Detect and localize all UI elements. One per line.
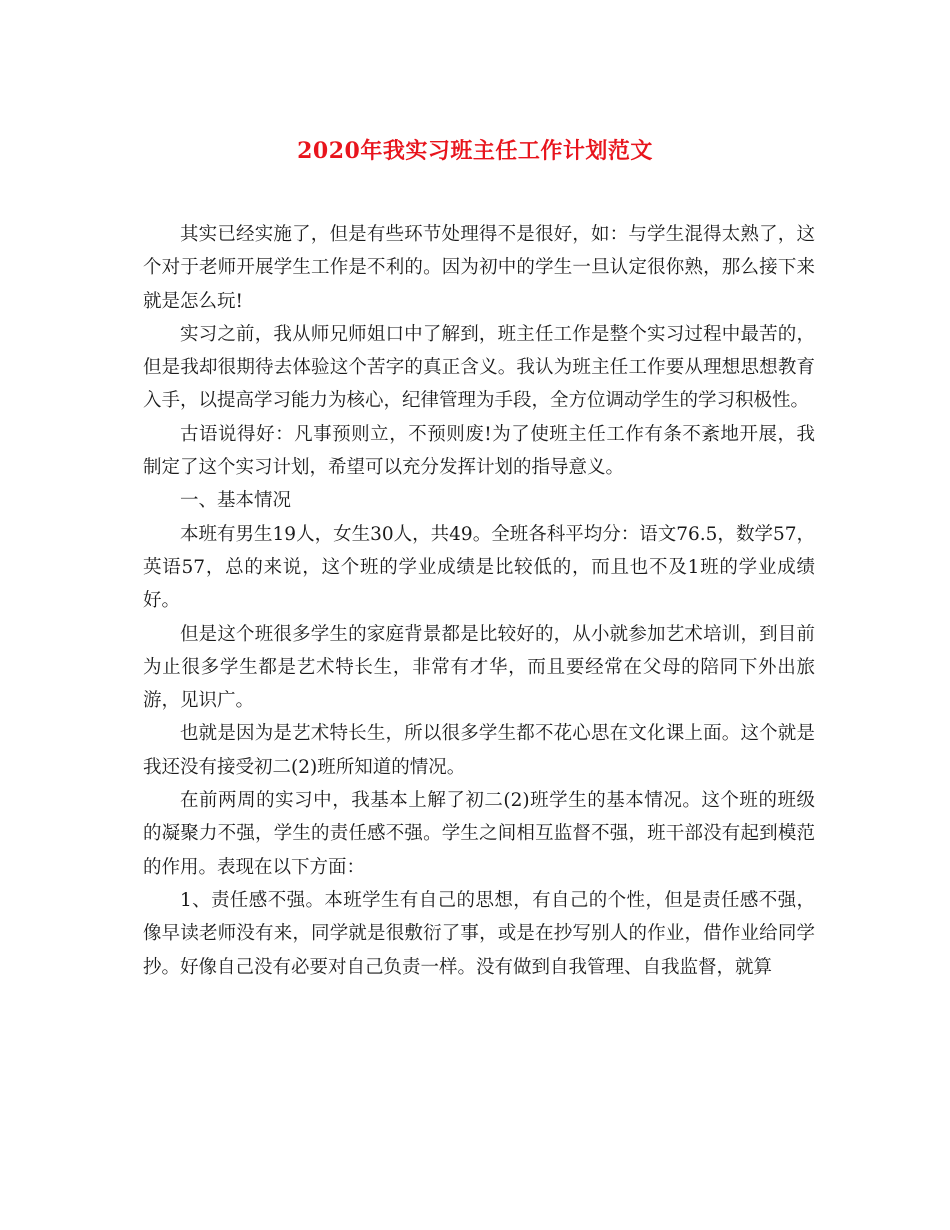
paragraph-proverb: 古语说得好：凡事预则立，不预则废!为了使班主任工作有条不紊地开展，我制定了这个实习计划，希望可以充分发挥计划的指导意义。 [143,423,815,479]
document-body [143,218,815,984]
paragraph-class-stats: 本班有男生19人，女生30人，共49。全班各科平均分：语文76.5，数学57，英语57，总的来说，这个班的学业成绩是比较低的，而且也不及1班的学业成绩好。 [143,523,815,612]
document-title: 2020年我实习班主任工作计划范文 [297,138,653,164]
paragraph-family-background: 但是这个班很多学生的家庭背景都是比较好的，从小就参加艺术培训，到目前为止很多学生都是艺术特长生，非常有才华，而且要经常在父母的陪同下外出旅游，见识广。 [143,623,815,712]
paragraph-first-two-weeks: 在前两周的实习中，我基本上解了初二(2)班学生的基本情况。这个班的班级的凝聚力不强，学生的责任感不强。学生之间相互监督不强，班干部没有起到模范的作用。表现在以下方面： [143,790,815,878]
section-heading-basic-situation: 一、基本情况 [180,490,292,512]
paragraph-responsibility: 1、责任感不强。本班学生有自己的思想，有自己的个性，但是责任感不强，像早读老师没有来，同学就是很敷衍了事，或是在抄写别人的作业，借作业给同学抄。好像自己没有必要对自己负责一样。没有做到自我管理、自我监督，就算 [143,889,815,978]
paragraph-before-internship: 实习之前，我从师兄师姐口中了解到，班主任工作是整个实习过程中最苦的，但是我却很期待去体验这个苦字的真正含义。我认为班主任工作要从理想思想教育入手，以提高学习能力为核心，纪律管理为手段，全方位调动学生的学习积极性。 [143,323,815,412]
paragraph-intro: 其实已经实施了，但是有些环节处理得不是很好，如：与学生混得太熟了，这个对于老师开展学生工作是不利的。因为初中的学生一旦认定很你熟，那么接下来就是怎么玩! [143,224,815,312]
paragraph-art-students: 也就是因为是艺术特长生，所以很多学生都不花心思在文化课上面。这个就是我还没有接受初二(2)班所知道的情况。 [143,723,815,778]
